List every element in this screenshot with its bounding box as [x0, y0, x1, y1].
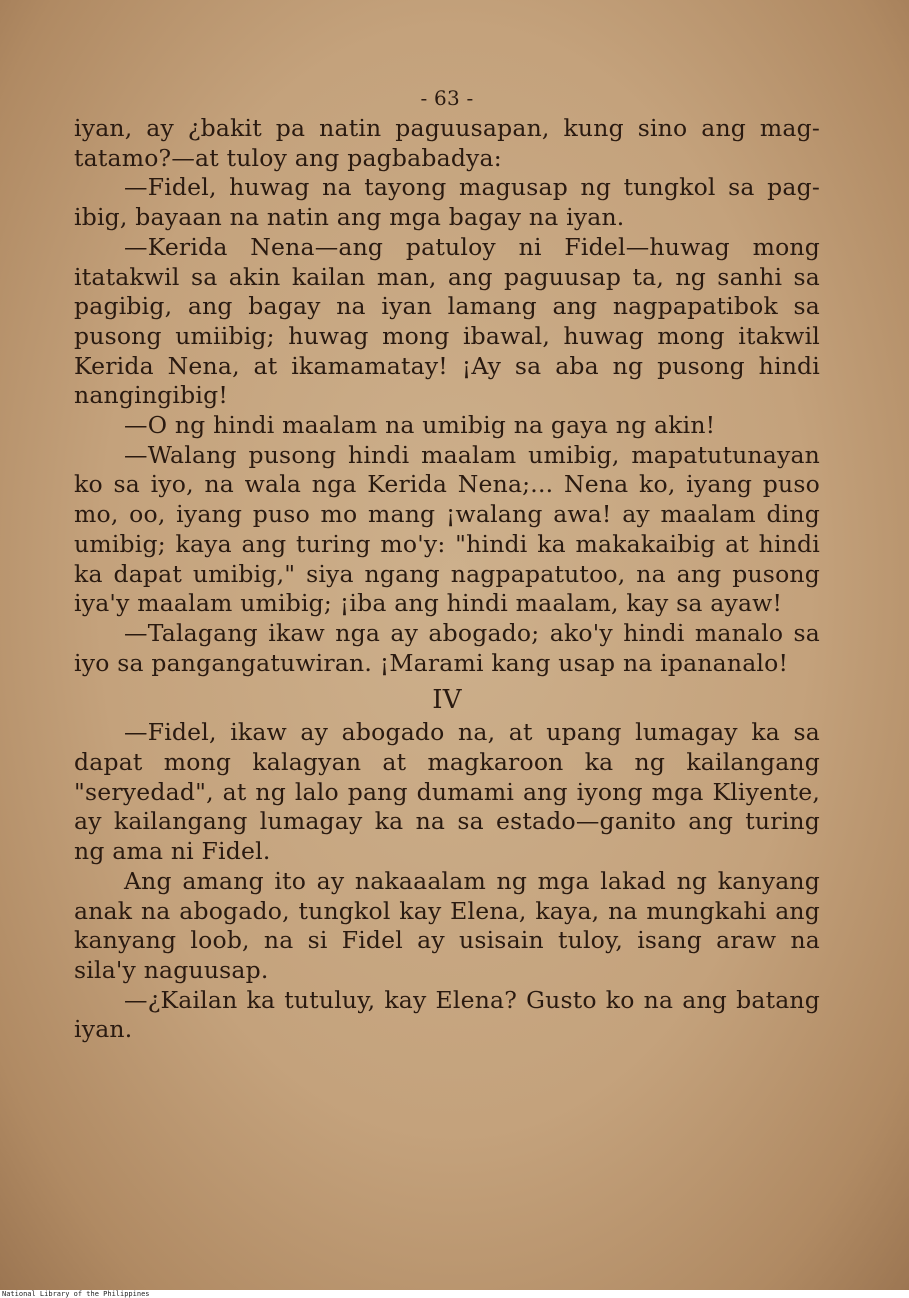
footer-credit: National Library of the Philippines: [2, 1290, 150, 1298]
paragraph-2: —Fidel, huwag na tayong magusap ng tungkol sa pag-ibig, bayaan na natin ang mga bagay na iyan.: [74, 173, 820, 232]
paragraph-3: —Kerida Nena—ang patuloy ni Fidel—huwag mong itatakwil sa akin kailan man, ang paguusap ta, ng sanhi sa pagibig, ang bagay na iyan lamang ang nagpapatibok sa pusong umiibig; huwag mong ibawal, huwag mong itakwil Kerida Nena, at ikamamatay! ¡Ay sa aba ng pusong hindi nangingibig!: [74, 232, 820, 410]
paragraph-4: —O ng hindi maalam na umibig na gaya ng akin!: [124, 411, 716, 440]
section-heading: IV: [432, 685, 462, 716]
paragraph-5: —Walang pusong hindi maalam umibig, mapatutunayan ko sa iyo, na wala nga Kerida Nena;... Nena ko, iyang puso mo, oo, iyang puso mo mang ¡walang awa! ay maalam ding umibig; kaya ang turing mo'y: "hindi ka makakaibig at hindi ka dapat umibig," siya ngang nagpapatutoo, na ang pusong iya'y maalam umibig; ¡iba ang hindi maalam, kay sa ayaw!: [74, 440, 820, 618]
paragraph-9: —¿Kailan ka tutuluy, kay Elena? Gusto ko na ang batang iyan.: [74, 985, 820, 1044]
page-text: [74, 84, 820, 1045]
page-number: - 63 -: [420, 86, 474, 110]
paragraph-6: —Talagang ikaw nga ay abogado; ako'y hindi manalo sa iyo sa pangangatuwiran. ¡Marami kang usap na ipananalo!: [74, 618, 820, 677]
paragraph-8: Ang amang ito ay nakaaalam ng mga lakad ng kanyang anak na abogado, tungkol kay Elena, kaya, na mungkahi ang kanyang loob, na si Fidel ay usisain tuloy, isang araw na sila'y naguusap.: [74, 866, 820, 984]
paragraph-7: —Fidel, ikaw ay abogado na, at upang lumagay ka sa dapat mong kalagyan at magkaroon ka ng kailangang "seryedad", at ng lalo pang dumami ang iyong mga Kliyente, ay kailangang lumagay ka na sa estado—ganito ang turing ng ama ni Fidel.: [74, 718, 820, 866]
paragraph-1: iyan, ay ¿bakit pa natin paguusapan, kung sino ang mag- tatamo?—at tuloy ang pagbabadya:: [74, 114, 820, 172]
